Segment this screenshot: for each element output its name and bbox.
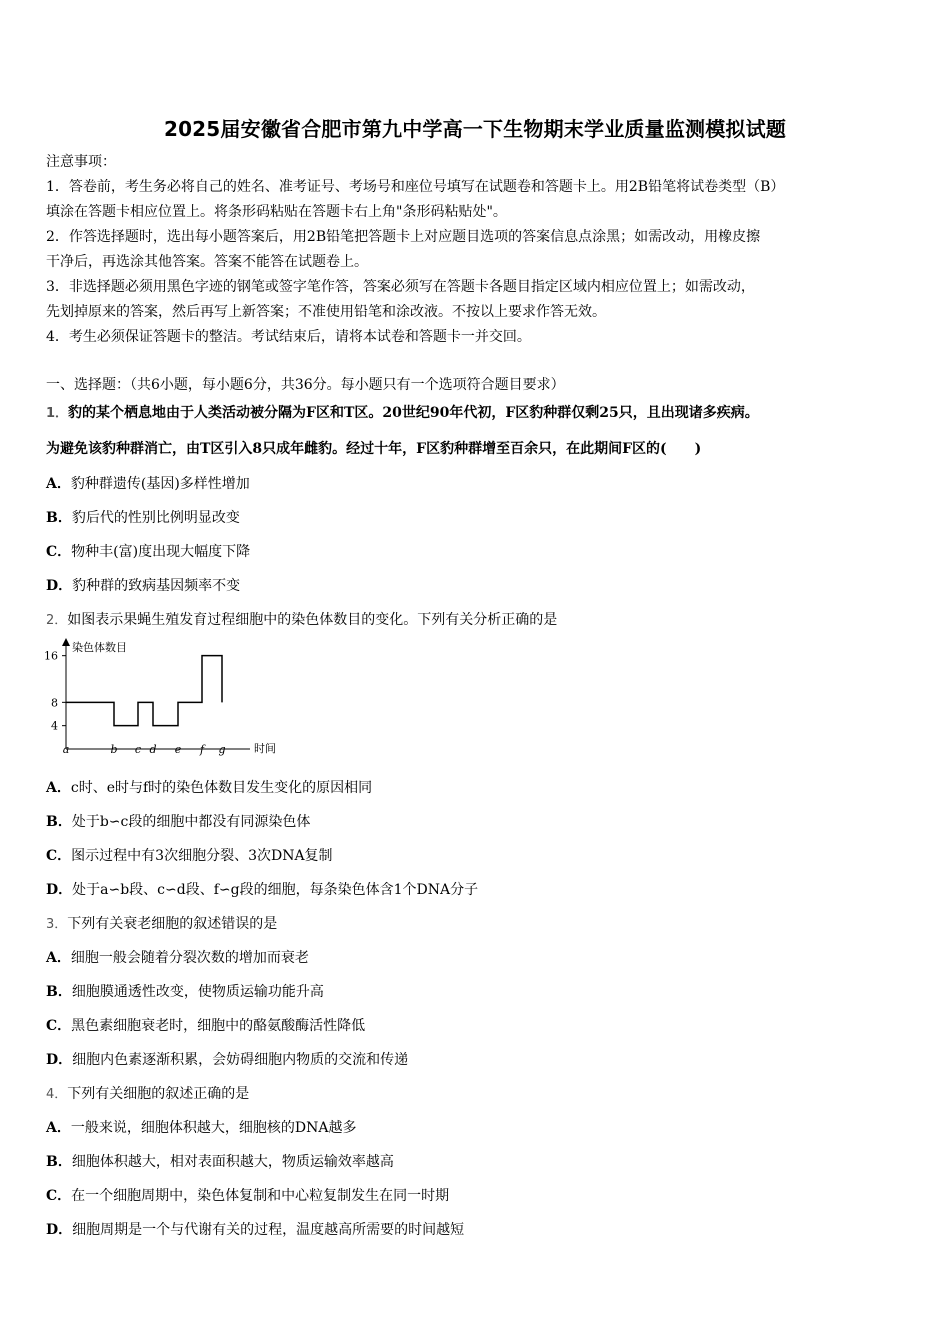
notes-heading: 注意事项：	[46, 154, 116, 170]
y-axis-label: 染色体数目	[72, 641, 127, 654]
notes-line: 先划掉原来的答案，然后再写上新答案；不准使用铅笔和涂改液。不按以上要求作答无效。	[46, 304, 606, 320]
y-tick-label: 8	[51, 696, 58, 710]
option: D．处于a∽b段、c∽d段、f∽g段的细胞，每条染色体含1个DNA分子	[46, 882, 479, 898]
option: B．豹后代的性别比例明显改变	[46, 510, 240, 526]
x-axis-label: 时间	[254, 742, 276, 755]
option: D．细胞内色素逐渐积累，会妨碍细胞内物质的交流和传递	[46, 1052, 409, 1068]
y-tick-label: 16	[44, 649, 58, 663]
notes-block	[46, 150, 906, 350]
option: A．细胞一般会随着分裂次数的增加而衰老	[46, 950, 309, 966]
page-title: 2025届安徽省合肥市第九中学高一下生物期末学业质量监测模拟试题	[163, 117, 787, 141]
option: C．图示过程中有3次细胞分裂、3次DNA复制	[46, 848, 333, 864]
question-3-stem	[46, 913, 277, 933]
question-2-stem	[46, 609, 557, 629]
x-tick-label: a	[62, 743, 70, 756]
y-tick-label: 4	[51, 719, 58, 733]
chromosome-count-line	[66, 656, 222, 726]
option: C．物种丰(富)度出现大幅度下降	[46, 544, 251, 560]
x-tick-label: b	[110, 743, 118, 756]
x-tick-label: c	[134, 743, 142, 756]
option: C．黑色素细胞衰老时，细胞中的酪氨酸酶活性降低	[46, 1018, 366, 1034]
question-1-stem	[46, 402, 759, 422]
question-1-stem-cont: 为避免该豹种群消亡，由T区引入8只成年雌豹。经过十年，F区豹种群增至百余只，在此期间F区的( )	[46, 441, 702, 457]
option: D．细胞周期是一个与代谢有关的过程，温度越高所需要的时间越短	[46, 1222, 465, 1238]
option: D．豹种群的致病基因频率不变	[46, 578, 241, 594]
option: A．豹种群遗传(基因)多样性增加	[46, 476, 250, 492]
notes-line: 1．答卷前，考生务必将自己的姓名、准考证号、考场号和座位号填写在试题卷和答题卡上。用2B铅笔将试卷类型（B）	[46, 179, 785, 195]
notes-line: 4．考生必须保证答题卡的整洁。考试结束后，请将本试卷和答题卡一并交回。	[46, 329, 531, 345]
notes-line: 干净后，再选涂其他答案。答案不能答在试题卷上。	[46, 254, 368, 270]
notes-line: 2．作答选择题时，选出每小题答案后，用2B铅笔把答题卡上对应题目选项的答案信息点涂黑；如需改动，用橡皮擦	[46, 229, 761, 245]
question-text: 如图表示果蝇生殖发育过程细胞中的染色体数目的变化。下列有关分析正确的是	[67, 612, 558, 628]
notes-line: 3．非选择题必须用黑色字迹的钢笔或签字笔作答，答案必须写在答题卡各题目指定区域内相应位置上；如需改动，	[46, 279, 755, 295]
question-text: 下列有关衰老细胞的叙述错误的是	[67, 916, 278, 932]
question-number: 1．	[46, 406, 69, 421]
option: A．一般来说，细胞体积越大，细胞核的DNA越多	[46, 1120, 357, 1136]
option: A．c时、e时与f时的染色体数目发生变化的原因相同	[46, 780, 373, 796]
x-tick-label: e	[174, 743, 182, 756]
notes-line: 填涂在答题卡相应位置上。将条形码粘贴在答题卡右上角"条形码粘贴处"。	[46, 204, 507, 220]
y-axis-arrow	[62, 638, 70, 646]
option: B．细胞体积越大，相对表面积越大，物质运输效率越高	[46, 1154, 394, 1170]
question-number: 3．	[46, 917, 68, 932]
question-number: 2．	[46, 613, 68, 628]
x-tick-label: g	[218, 743, 226, 756]
question-number: 4．	[46, 1087, 68, 1102]
question-text: 豹的某个栖息地由于人类活动被分隔为F区和T区。20世纪90年代初，F区豹种群仅剩25只，且出现诸多疾病。	[68, 405, 759, 421]
x-tick-label: d	[149, 743, 157, 756]
option: B．细胞膜通透性改变，使物质运输功能升高	[46, 984, 324, 1000]
section-heading: 一、选择题：（共6小题，每小题6分，共36分。每小题只有一个选项符合题目要求）	[46, 377, 565, 393]
option: B．处于b∽c段的细胞中都没有同源染色体	[46, 814, 311, 830]
chromosome-chart	[40, 636, 280, 760]
x-tick-label: f	[199, 743, 205, 756]
question-text: 下列有关细胞的叙述正确的是	[67, 1086, 250, 1102]
question-4-stem	[46, 1083, 249, 1103]
option: C．在一个细胞周期中，染色体复制和中心粒复制发生在同一时期	[46, 1188, 450, 1204]
